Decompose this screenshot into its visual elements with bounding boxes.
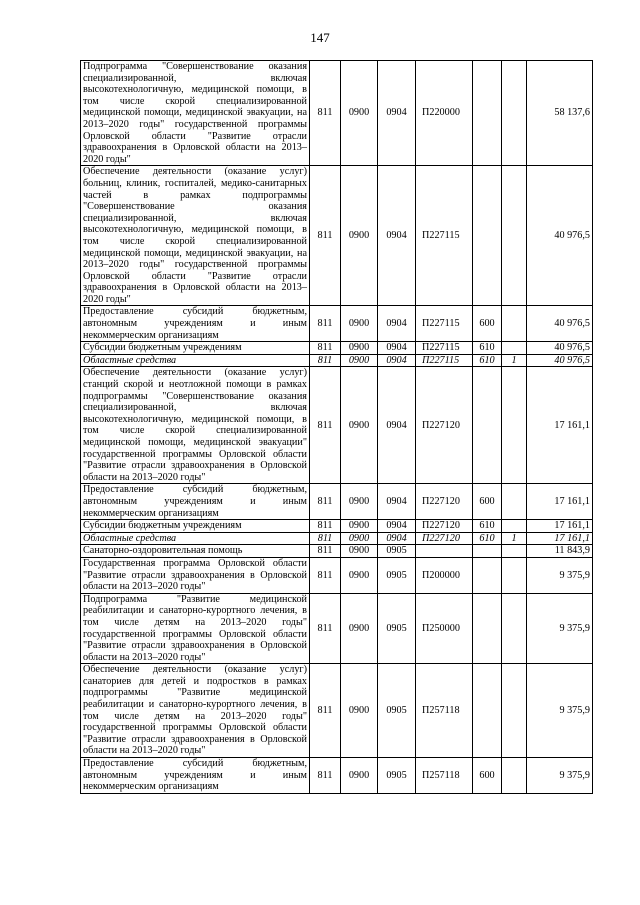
funding-source [502,166,527,306]
funding-source [502,545,527,558]
subsection-code: 0904 [378,61,416,166]
target-code: П227115 [416,166,473,306]
table-row [81,664,593,758]
ministry-code: 811 [310,758,341,794]
section-code: 0900 [341,306,378,342]
page-number: 147 [310,30,330,45]
ministry-code: 811 [310,593,341,664]
funding-source: 1 [502,354,527,367]
funding-source [502,367,527,484]
target-code: П227120 [416,484,473,520]
amount: 9 375,9 [527,758,593,794]
row-name: Областные средства [81,532,310,545]
section-code: 0900 [341,545,378,558]
target-code: П227115 [416,306,473,342]
table-row [81,342,593,355]
section-code: 0900 [341,557,378,593]
section-code: 0900 [341,532,378,545]
expense-kind: 600 [473,758,502,794]
funding-source [502,758,527,794]
ministry-code: 811 [310,545,341,558]
row-name: Предоставление субсидий бюджетным, автономным учреждениям и иным некоммерческим организациям [81,306,310,342]
funding-source [502,593,527,664]
expense-kind: 610 [473,342,502,355]
subsection-code: 0904 [378,342,416,355]
target-code: П227120 [416,532,473,545]
section-code: 0900 [341,520,378,533]
amount: 9 375,9 [527,664,593,758]
target-code: П257118 [416,664,473,758]
amount: 40 976,5 [527,354,593,367]
section-code: 0900 [341,367,378,484]
budget-table-body [81,61,593,794]
target-code: П227120 [416,520,473,533]
subsection-code: 0904 [378,306,416,342]
funding-source [502,342,527,355]
table-row [81,520,593,533]
funding-source [502,61,527,166]
amount: 58 137,6 [527,61,593,166]
funding-source [502,520,527,533]
section-code: 0900 [341,664,378,758]
table-row [81,166,593,306]
expense-kind [473,593,502,664]
ministry-code: 811 [310,520,341,533]
expense-kind [473,664,502,758]
subsection-code: 0905 [378,557,416,593]
amount: 17 161,1 [527,532,593,545]
expense-kind: 600 [473,484,502,520]
ministry-code: 811 [310,306,341,342]
row-name: Государственная программа Орловской области "Развитие отрасли здравоохранения в Орловской области на 2013–2020 годы" [81,557,310,593]
ministry-code: 811 [310,61,341,166]
section-code: 0900 [341,484,378,520]
row-name: Подпрограмма "Развитие медицинской реабилитации и санаторно-курортного лечения, в том числе детям на 2013–2020 годы" государственной программы Орловской области "Развитие отрасли здравоохранения в Орловской области на 2013–2020 годы" [81,593,310,664]
ministry-code: 811 [310,166,341,306]
section-code: 0900 [341,342,378,355]
target-code: П257118 [416,758,473,794]
row-name: Областные средства [81,354,310,367]
row-name: Подпрограмма "Совершенствование оказания специализированной, включая высокотехнологичную, медицинской помощи, в том числе скорой специализированной медицинской помощи, медицинской эвакуации, на 2013–2020 годы" государственной программы Орловской области "Развитие отрасли здравоохранения в Орловской области на 2013–2020 годы" [81,61,310,166]
expense-kind: 610 [473,354,502,367]
expense-kind [473,367,502,484]
table-row [81,484,593,520]
amount: 40 976,5 [527,306,593,342]
subsection-code: 0905 [378,664,416,758]
row-name: Субсидии бюджетным учреждениям [81,342,310,355]
section-code: 0900 [341,593,378,664]
expense-kind: 600 [473,306,502,342]
subsection-code: 0905 [378,758,416,794]
section-code: 0900 [341,758,378,794]
expense-kind [473,557,502,593]
budget-table [80,60,593,794]
table-row [81,593,593,664]
amount: 17 161,1 [527,484,593,520]
table-row [81,758,593,794]
row-name: Субсидии бюджетным учреждениям [81,520,310,533]
ministry-code: 811 [310,342,341,355]
row-name: Предоставление субсидий бюджетным, автономным учреждениям и иным некоммерческим организациям [81,758,310,794]
funding-source: 1 [502,532,527,545]
subsection-code: 0904 [378,520,416,533]
expense-kind [473,166,502,306]
table-row [81,354,593,367]
funding-source [502,557,527,593]
subsection-code: 0905 [378,545,416,558]
target-code: П227120 [416,367,473,484]
row-name: Предоставление субсидий бюджетным, автономным учреждениям и иным некоммерческим организациям [81,484,310,520]
subsection-code: 0904 [378,166,416,306]
section-code: 0900 [341,61,378,166]
subsection-code: 0905 [378,593,416,664]
table-row [81,557,593,593]
subsection-code: 0904 [378,532,416,545]
amount: 17 161,1 [527,520,593,533]
funding-source [502,306,527,342]
row-name: Обеспечение деятельности (оказание услуг) станций скорой и неотложной помощи в рамках подпрограммы "Совершенствование оказания специализированной, включая высокотехнологичную, медицинской помощи, в том числе скорой специализированной медицинской помощи, медицинской эвакуации" государственной программы Орловской области "Развитие отрасли здравоохранения в Орловской области на 2013–2020 годы" [81,367,310,484]
amount: 9 375,9 [527,593,593,664]
target-code: П200000 [416,557,473,593]
amount: 17 161,1 [527,367,593,484]
expense-kind [473,545,502,558]
target-code: П227115 [416,354,473,367]
table-row [81,545,593,558]
amount: 40 976,5 [527,166,593,306]
row-name: Санаторно-оздоровительная помощь [81,545,310,558]
subsection-code: 0904 [378,367,416,484]
ministry-code: 811 [310,532,341,545]
ministry-code: 811 [310,664,341,758]
target-code: П227115 [416,342,473,355]
table-row [81,61,593,166]
row-name: Обеспечение деятельности (оказание услуг) санаториев для детей и подростков в рамках подпрограммы "Развитие медицинской реабилитации и санаторно-курортного лечения, в том числе детям на 2013–2020 годы" государственной программы Орловской области "Развитие отрасли здравоохранения в Орловской области на 2013–2020 годы" [81,664,310,758]
target-code [416,545,473,558]
ministry-code: 811 [310,367,341,484]
amount: 40 976,5 [527,342,593,355]
section-code: 0900 [341,166,378,306]
table-row [81,532,593,545]
subsection-code: 0904 [378,484,416,520]
target-code: П220000 [416,61,473,166]
amount: 9 375,9 [527,557,593,593]
funding-source [502,484,527,520]
amount: 11 843,9 [527,545,593,558]
row-name: Обеспечение деятельности (оказание услуг) больниц, клиник, госпиталей, медико-санитарных частей в рамках подпрограммы "Совершенствование оказания специализированной, включая высокотехнологичную, медицинской помощи, в том числе скорой специализированной медицинской помощи, медицинской эвакуации, на 2013–2020 годы" государственной программы Орловской области "Развитие отрасли здравоохранения в Орловской области на 2013–2020 годы" [81,166,310,306]
section-code: 0900 [341,354,378,367]
ministry-code: 811 [310,557,341,593]
expense-kind: 610 [473,520,502,533]
subsection-code: 0904 [378,354,416,367]
ministry-code: 811 [310,484,341,520]
target-code: П250000 [416,593,473,664]
expense-kind: 610 [473,532,502,545]
expense-kind [473,61,502,166]
table-row [81,367,593,484]
table-row [81,306,593,342]
ministry-code: 811 [310,354,341,367]
funding-source [502,664,527,758]
